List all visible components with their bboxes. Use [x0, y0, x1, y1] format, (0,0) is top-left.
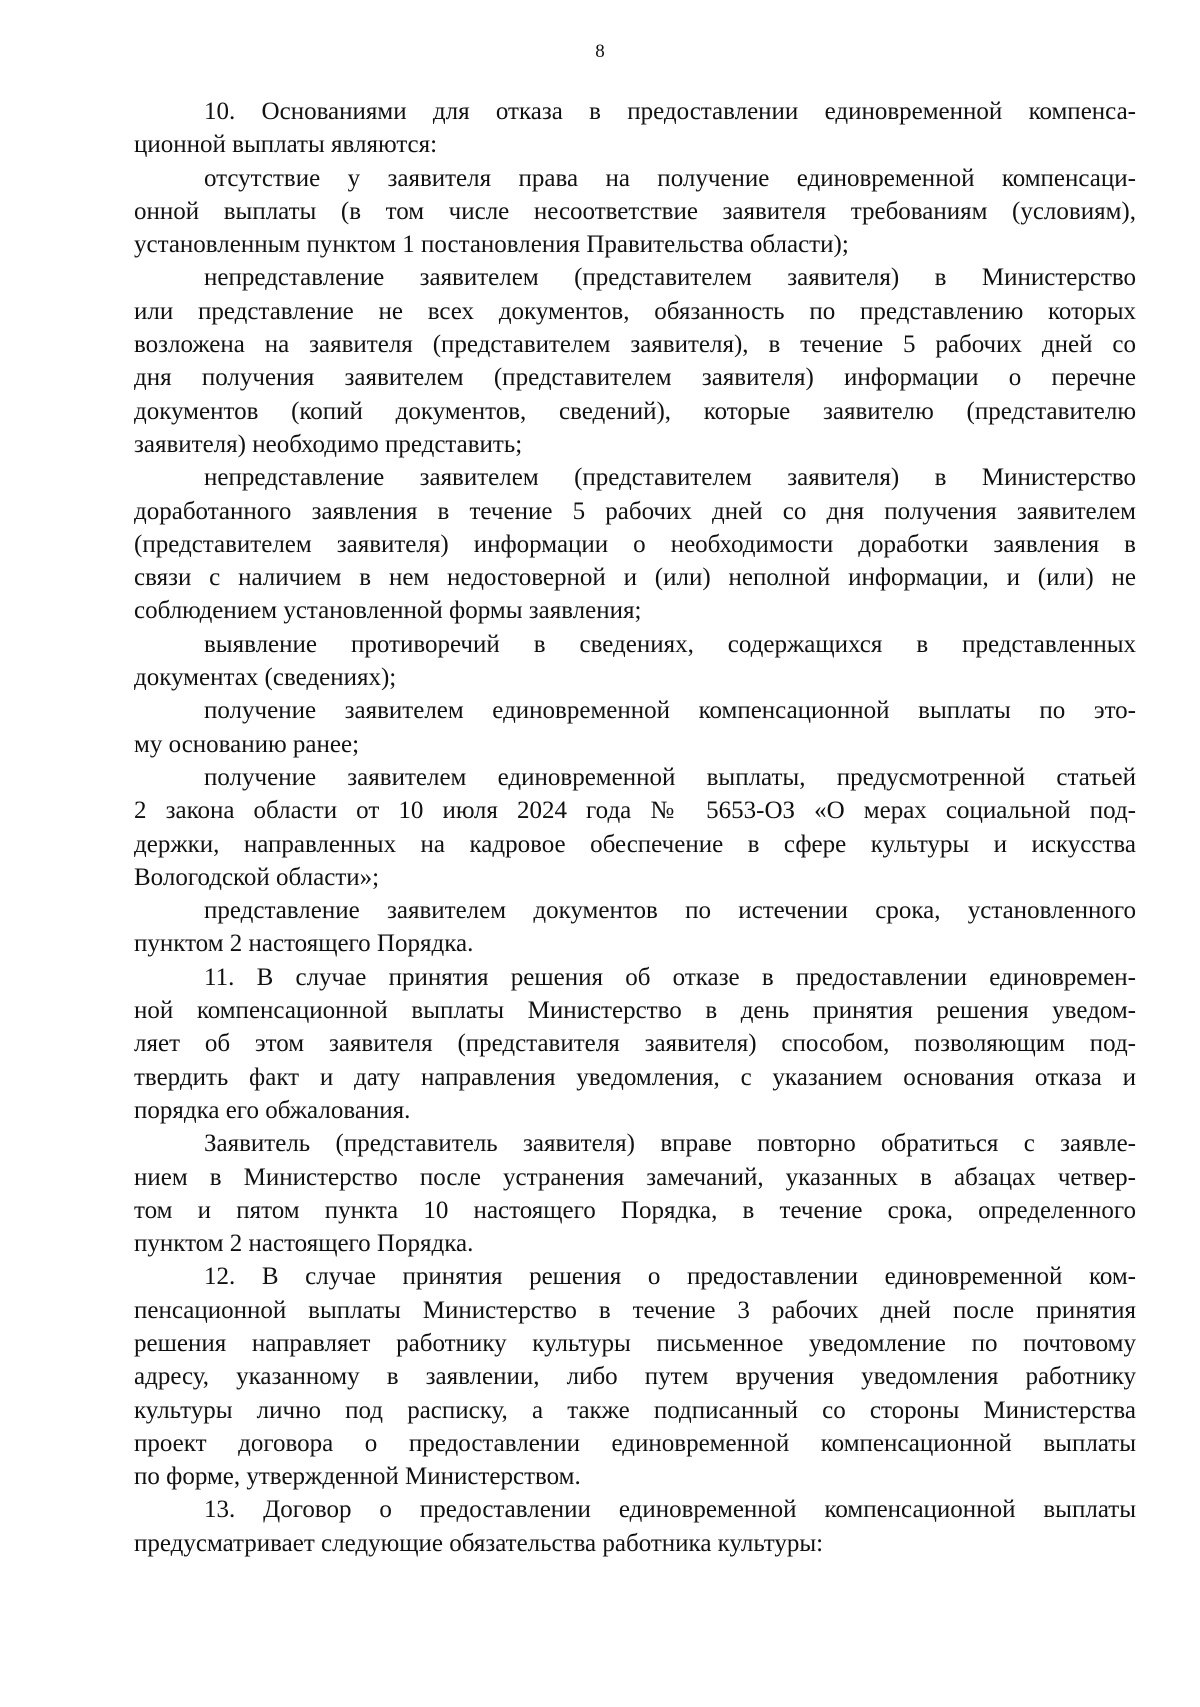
text-line: (представителем заявителя) информации о необходимости доработки заявления в: [134, 530, 1136, 558]
text-line: 10. Основаниями для отказа в предоставлении единовременной компенса-: [204, 98, 1136, 125]
text-line: держки, направленных на кадровое обеспечение в сфере культуры и искусства: [134, 830, 1136, 858]
text-line: представление заявителем документов по истечении срока, установленного: [204, 897, 1136, 925]
text-line: решения направляет работнику культуры письменное уведомление по почтовому: [134, 1329, 1136, 1357]
paragraph: [134, 95, 1136, 162]
document-body: [134, 95, 1136, 1560]
paragraph: [134, 162, 1136, 262]
text-line: онной выплаты (в том числе несоответствие заявителя требованиям (условиям),: [134, 197, 1136, 225]
text-line: твердить факт и дату направления уведомления, с указанием основания отказа и: [134, 1063, 1136, 1091]
text-line: связи с наличием в нем недостоверной и (или) неполной информации, и (или) не: [134, 564, 1136, 592]
text-line: получение заявителем единовременной выплаты, предусмотренной статьей: [204, 763, 1136, 791]
text-line: Вологодской области»;: [134, 863, 380, 891]
text-line: проект договора о предоставлении единовременной компенсационной выплаты: [134, 1429, 1136, 1457]
text-line: 13. Договор о предоставлении единовременной компенсационной выплаты: [204, 1496, 1136, 1524]
text-line: порядка его обжалования.: [134, 1096, 411, 1124]
paragraph: [134, 1127, 1136, 1260]
page-number: 8: [595, 41, 605, 62]
paragraph: [134, 628, 1136, 695]
text-line: по форме, утвержденной Министерством.: [134, 1463, 581, 1491]
text-line: пунктом 2 настоящего Порядка.: [134, 930, 474, 958]
paragraph: [134, 961, 1136, 1127]
text-line: ляет об этом заявителя (представителя заявителя) способом, позволяющим под-: [134, 1030, 1136, 1058]
text-line: предусматривает следующие обязательства работника культуры:: [134, 1529, 824, 1557]
text-line: пенсационной выплаты Министерство в течение 3 рабочих дней после принятия: [134, 1296, 1136, 1324]
text-line: непредставление заявителем (представителем заявителя) в Министерство: [204, 464, 1136, 492]
text-line: том и пятом пункта 10 настоящего Порядка, в течение срока, определенного: [134, 1196, 1136, 1224]
text-line: выявление противоречий в сведениях, содержащихся в представленных: [204, 630, 1136, 658]
paragraph: [134, 1493, 1136, 1560]
text-line: документах (сведениях);: [134, 664, 397, 692]
text-line: установленным пунктом 1 постановления Правительства области);: [134, 231, 849, 259]
text-line: получение заявителем единовременной компенсационной выплаты по это-: [204, 697, 1136, 725]
paragraph: [134, 761, 1136, 894]
text-line: 11. В случае принятия решения об отказе в предоставлении единовремен-: [204, 963, 1136, 991]
text-line: документов (копий документов, сведений), которые заявителю (представителю: [134, 397, 1136, 425]
text-line: соблюдением установленной формы заявления;: [134, 597, 642, 625]
text-line: ционной выплаты являются:: [134, 131, 438, 159]
text-line: нием в Министерство после устранения замечаний, указанных в абзацах четвер-: [134, 1163, 1136, 1191]
text-line: отсутствие у заявителя права на получение единовременной компенсаци-: [204, 164, 1136, 192]
text-line: культуры лично под расписку, а также подписанный со стороны Министерства: [134, 1396, 1136, 1424]
text-line: доработанного заявления в течение 5 рабочих дней со дня получения заявителем: [134, 497, 1136, 525]
text-line: 2 закона области от 10 июля 2024 года № 5653-ОЗ «О мерах социальной под-: [134, 797, 1136, 825]
text-line: пунктом 2 настоящего Порядка.: [134, 1230, 474, 1258]
paragraph: [134, 461, 1136, 627]
text-line: адресу, указанному в заявлении, либо путем вручения уведомления работнику: [134, 1363, 1136, 1391]
text-line: Заявитель (представитель заявителя) вправе повторно обратиться с заявле-: [204, 1130, 1136, 1158]
text-line: непредставление заявителем (представителем заявителя) в Министерство: [204, 264, 1136, 292]
text-line: дня получения заявителем (представителем заявителя) информации о перечне: [134, 364, 1136, 392]
text-line: или представление не всех документов, обязанность по представлению которых: [134, 297, 1136, 325]
paragraph: [134, 1260, 1136, 1493]
text-line: 12. В случае принятия решения о предоставлении единовременной ком-: [204, 1263, 1136, 1291]
text-line: возложена на заявителя (представителем заявителя), в течение 5 рабочих дней со: [134, 331, 1136, 359]
paragraph: [134, 894, 1136, 961]
text-line: заявителя) необходимо представить;: [134, 430, 523, 458]
paragraph: [134, 261, 1136, 461]
paragraph: [134, 694, 1136, 761]
text-line: ной компенсационной выплаты Министерство в день принятия решения уведом-: [134, 997, 1136, 1025]
text-line: му основанию ранее;: [134, 730, 360, 758]
